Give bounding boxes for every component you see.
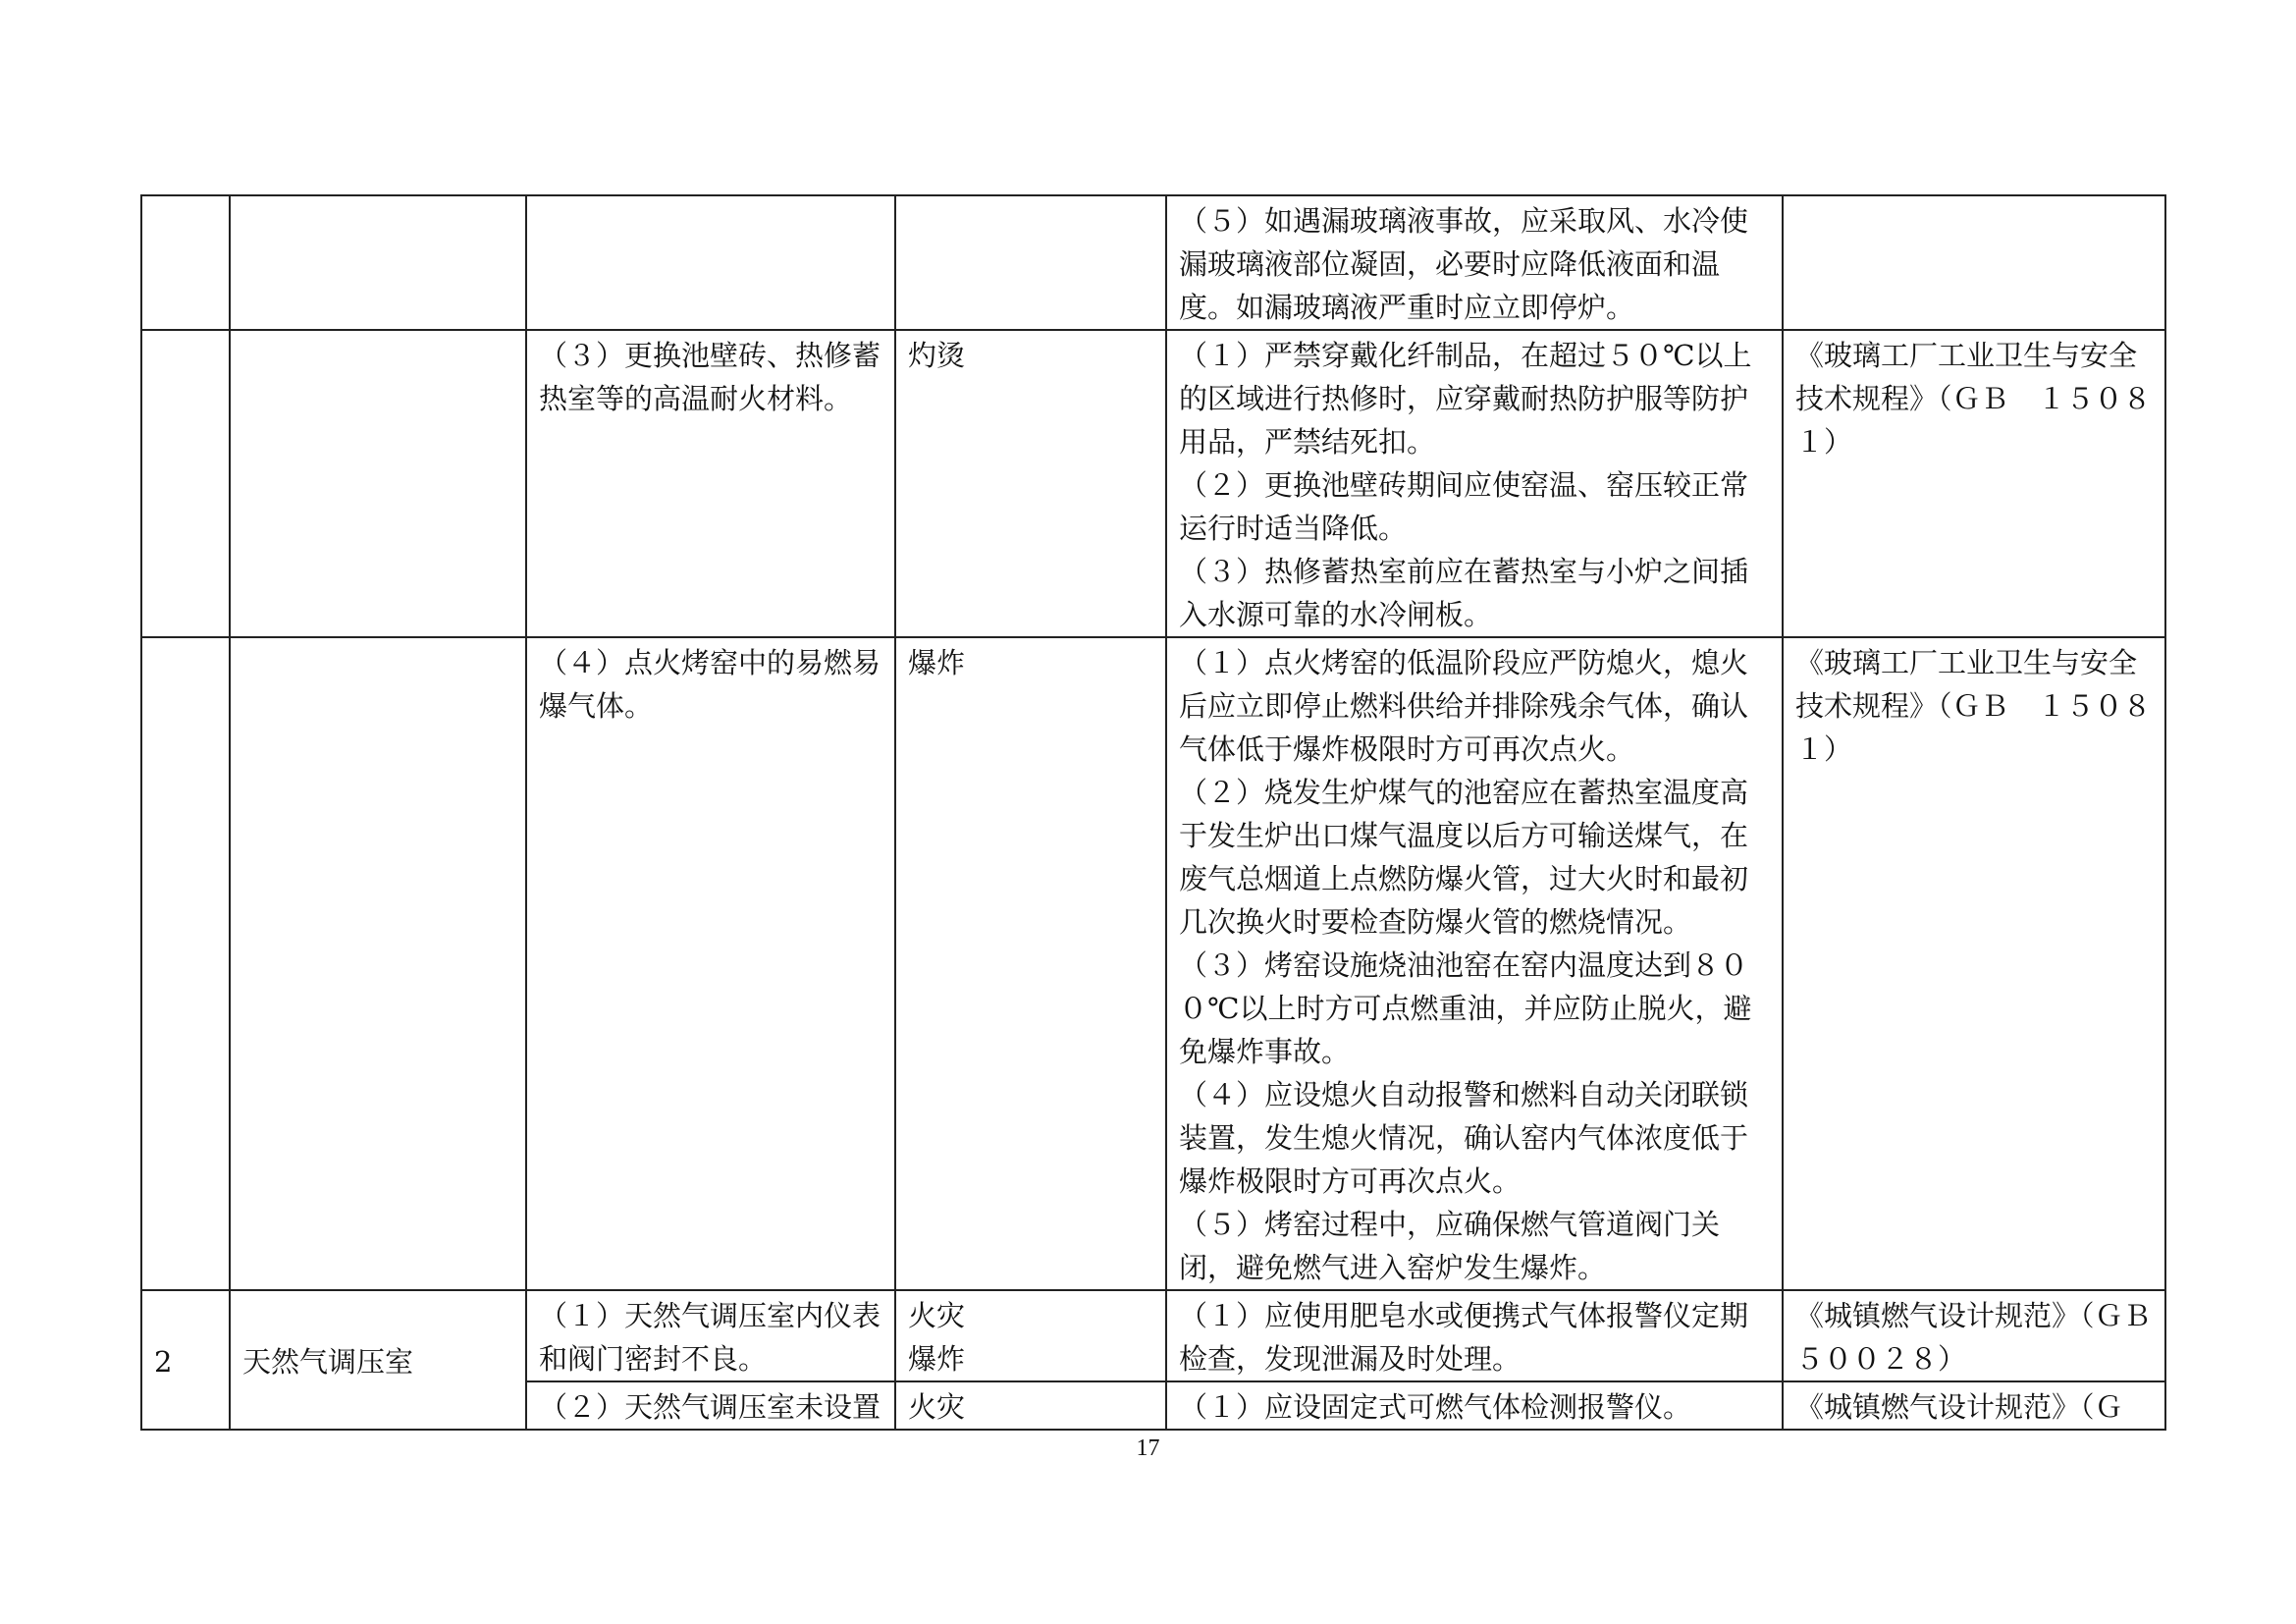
hazard-cell (895, 637, 1166, 1290)
work-cell (526, 195, 895, 330)
basis-cell (1783, 637, 2165, 1290)
hazard-cell (895, 330, 1166, 637)
work-cell (526, 637, 895, 1290)
measure-item: （５）烤窑过程中，应确保燃气管道阀门关闭，避免燃气进入窑炉发生爆炸。 (1179, 1208, 1721, 1284)
measure-item: （１）点火烤窑的低温阶段应严防熄火，熄火后应立即停止燃料供给并排除残余气体，确认气体低于爆炸极限时方可再次点火。 (1179, 646, 1749, 766)
measures-cell (1166, 1290, 1783, 1381)
work-cell (526, 1381, 895, 1430)
hazard-control-table (140, 194, 2180, 1431)
page-number: 17 (1136, 1435, 1160, 1461)
work-text: （３）更换池壁砖、热修蓄热室等的高温耐火材料。 (539, 339, 881, 415)
measure-item: （５）如遇漏玻璃液事故，应采取风、水冷使漏玻璃液部位凝固，必要时应降低液面和温度。如漏玻璃液严重时应立即停炉。 (1179, 204, 1749, 324)
place-name: 天然气调压室 (242, 1344, 414, 1379)
no-cell (141, 637, 230, 1290)
hazard-cell (895, 1381, 1166, 1430)
basis-cell (1783, 1381, 2165, 1430)
measure-item: （４）应设熄火自动报警和燃料自动关闭联锁装置，发生熄火情况，确认窑内气体浓度低于爆炸极限时方可再次点火。 (1179, 1078, 1749, 1198)
work-text: （２）天然气调压室未设置 (539, 1390, 881, 1424)
work-text: （１）天然气调压室内仪表和阀门密封不良。 (539, 1299, 881, 1376)
basis-cell (1783, 195, 2165, 330)
row-number: 2 (154, 1344, 173, 1379)
measure-item: （２）更换池壁砖期间应使窑温、窑压较正常运行时适当降低。 (1179, 468, 1749, 545)
place-cell (230, 1290, 526, 1430)
table-row (141, 637, 2165, 1290)
basis-text: 《玻璃工厂工业卫生与安全技术规程》（ＧＢ １５０８１） (1795, 646, 2152, 766)
measure-item: （１）应使用肥皂水或便携式气体报警仪定期检查，发现泄漏及时处理。 (1179, 1299, 1749, 1376)
hazard-type: 火灾 (908, 1299, 966, 1332)
basis-text: 《玻璃工厂工业卫生与安全技术规程》（ＧＢ １５０８１） (1795, 339, 2152, 459)
measures-cell (1166, 637, 1783, 1290)
table-row (141, 330, 2165, 637)
measure-item: （１）严禁穿戴化纤制品，在超过５０℃以上的区域进行热修时，应穿戴耐热防护服等防护用品，严禁结死扣。 (1179, 339, 1752, 459)
basis-text: 《城镇燃气设计规范》（Ｇ (1795, 1390, 2123, 1424)
hazard-type: 爆炸 (908, 1342, 966, 1376)
measure-item: （１）应设固定式可燃气体检测报警仪。 (1179, 1390, 1692, 1424)
measures-cell (1166, 195, 1783, 330)
hazard-type: 爆炸 (908, 646, 966, 679)
work-cell (526, 1290, 895, 1381)
measures-cell (1166, 1381, 1783, 1430)
basis-text: 《城镇燃气设计规范》（ＧＢ ５００２８） (1795, 1299, 2180, 1376)
measures-cell (1166, 330, 1783, 637)
measure-item: （２）烧发生炉煤气的池窑应在蓄热室温度高于发生炉出口煤气温度以后方可输送煤气，在废气总烟道上点燃防爆火管，过大火时和最初几次换火时要检查防爆火管的燃烧情况。 (1179, 776, 1749, 939)
basis-cell (1783, 330, 2165, 637)
hazard-cell (895, 195, 1166, 330)
hazard-type: 火灾 (908, 1390, 966, 1424)
place-cell (230, 330, 526, 637)
table-row (141, 195, 2165, 330)
place-cell (230, 637, 526, 1290)
basis-cell (1783, 1290, 2180, 1381)
hazard-type: 灼烫 (908, 339, 966, 372)
no-cell (141, 1290, 230, 1430)
no-cell (141, 195, 230, 330)
measure-item: （３）热修蓄热室前应在蓄热室与小炉之间插入水源可靠的水冷闸板。 (1179, 555, 1749, 631)
measure-item: （３）烤窑设施烧油池窑在窑内温度达到８００℃以上时方可点燃重油，并应防止脱火，避免爆炸事故。 (1179, 948, 1752, 1068)
work-cell (526, 330, 895, 637)
place-cell (230, 195, 526, 330)
hazard-cell (895, 1290, 1166, 1381)
work-text: （４）点火烤窑中的易燃易爆气体。 (539, 646, 881, 723)
table-row (141, 1290, 2165, 1381)
no-cell (141, 330, 230, 637)
